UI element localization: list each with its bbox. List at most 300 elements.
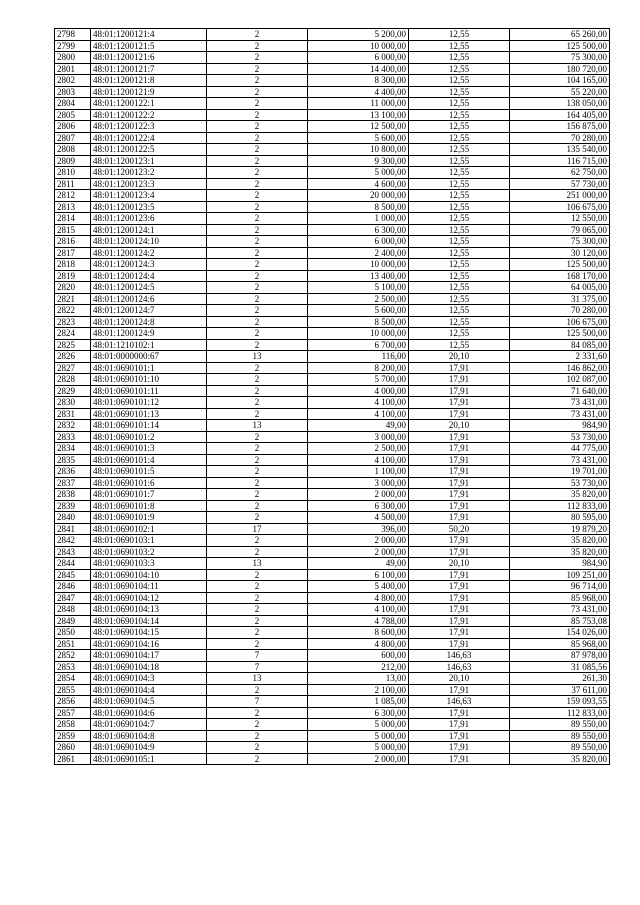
table-row — [55, 684, 610, 696]
rate-cell: 17,91 — [409, 546, 510, 558]
cadastral-number-cell: 48:01:1200121:8 — [91, 75, 207, 87]
total-value-cell: 984,90 — [510, 420, 610, 432]
cadastral-number-cell: 48:01:1200124:8 — [91, 316, 207, 328]
table-row — [55, 581, 610, 593]
area-cell: 6 300,00 — [308, 500, 409, 512]
cadastral-number-cell: 48:01:0690104:12 — [91, 592, 207, 604]
row-number-cell: 2857 — [55, 707, 91, 719]
category-code-cell: 2 — [207, 546, 308, 558]
cadastral-number-cell: 48:01:1200123:5 — [91, 201, 207, 213]
area-cell: 4 100,00 — [308, 408, 409, 420]
table-row — [55, 558, 610, 570]
category-code-cell: 2 — [207, 190, 308, 202]
table-row — [55, 374, 610, 386]
cadastral-number-cell: 48:01:0690104:5 — [91, 696, 207, 708]
category-code-cell: 2 — [207, 707, 308, 719]
cadastral-number-cell: 48:01:0690103:1 — [91, 535, 207, 547]
category-code-cell: 2 — [207, 604, 308, 616]
table-row — [55, 270, 610, 282]
area-cell: 6 100,00 — [308, 569, 409, 581]
table-row — [55, 178, 610, 190]
category-code-cell: 2 — [207, 132, 308, 144]
table-row — [55, 592, 610, 604]
table-row — [55, 29, 610, 41]
category-code-cell: 2 — [207, 63, 308, 75]
row-number-cell: 2838 — [55, 489, 91, 501]
row-number-cell: 2841 — [55, 523, 91, 535]
rate-cell: 12,55 — [409, 282, 510, 294]
row-number-cell: 2817 — [55, 247, 91, 259]
total-value-cell: 984,90 — [510, 558, 610, 570]
rate-cell: 146,63 — [409, 661, 510, 673]
area-cell: 6 000,00 — [308, 52, 409, 64]
area-cell: 8 500,00 — [308, 316, 409, 328]
category-code-cell: 2 — [207, 730, 308, 742]
table-row — [55, 443, 610, 455]
cadastral-number-cell: 48:01:0690101:14 — [91, 420, 207, 432]
table-row — [55, 328, 610, 340]
total-value-cell: 35 820,00 — [510, 489, 610, 501]
rate-cell: 12,55 — [409, 86, 510, 98]
row-number-cell: 2815 — [55, 224, 91, 236]
total-value-cell: 116 715,00 — [510, 155, 610, 167]
row-number-cell: 2847 — [55, 592, 91, 604]
rate-cell: 17,91 — [409, 397, 510, 409]
cadastral-number-cell: 48:01:0690101:3 — [91, 443, 207, 455]
total-value-cell: 106 675,00 — [510, 201, 610, 213]
table-row — [55, 420, 610, 432]
rate-cell: 17,91 — [409, 477, 510, 489]
area-cell: 3 000,00 — [308, 431, 409, 443]
row-number-cell: 2832 — [55, 420, 91, 432]
total-value-cell: 89 550,00 — [510, 730, 610, 742]
cadastral-number-cell: 48:01:1200124:4 — [91, 270, 207, 282]
total-value-cell: 112 833,00 — [510, 500, 610, 512]
row-number-cell: 2801 — [55, 63, 91, 75]
cadastral-number-cell: 48:01:1200121:5 — [91, 40, 207, 52]
cadastral-number-cell: 48:01:1200123:6 — [91, 213, 207, 225]
cadastral-number-cell: 48:01:0690104:14 — [91, 615, 207, 627]
rate-cell: 20,10 — [409, 351, 510, 363]
rate-cell: 17,91 — [409, 362, 510, 374]
total-value-cell: 73 431,00 — [510, 397, 610, 409]
row-number-cell: 2807 — [55, 132, 91, 144]
cadastral-number-cell: 48:01:0690101:1 — [91, 362, 207, 374]
cadastral-number-cell: 48:01:1200124:7 — [91, 305, 207, 317]
table-row — [55, 247, 610, 259]
rate-cell: 17,91 — [409, 684, 510, 696]
row-number-cell: 2824 — [55, 328, 91, 340]
rate-cell: 12,55 — [409, 52, 510, 64]
area-cell: 10 000,00 — [308, 328, 409, 340]
category-code-cell: 2 — [207, 638, 308, 650]
rate-cell: 17,91 — [409, 604, 510, 616]
total-value-cell: 180 720,00 — [510, 63, 610, 75]
category-code-cell: 2 — [207, 431, 308, 443]
category-code-cell: 2 — [207, 719, 308, 731]
rate-cell: 17,91 — [409, 489, 510, 501]
rate-cell: 17,91 — [409, 753, 510, 765]
area-cell: 2 100,00 — [308, 684, 409, 696]
table-row — [55, 466, 610, 478]
area-cell: 4 500,00 — [308, 512, 409, 524]
area-cell: 6 300,00 — [308, 224, 409, 236]
category-code-cell: 2 — [207, 75, 308, 87]
total-value-cell: 53 730,00 — [510, 477, 610, 489]
area-cell: 8 300,00 — [308, 75, 409, 87]
total-value-cell: 84 085,00 — [510, 339, 610, 351]
total-value-cell: 125 500,00 — [510, 259, 610, 271]
cadastral-number-cell: 48:01:1200121:9 — [91, 86, 207, 98]
row-number-cell: 2835 — [55, 454, 91, 466]
table-row — [55, 604, 610, 616]
table-row — [55, 627, 610, 639]
area-cell: 2 500,00 — [308, 293, 409, 305]
table-row — [55, 500, 610, 512]
table-row — [55, 63, 610, 75]
cadastral-number-cell: 48:01:1200124:3 — [91, 259, 207, 271]
rate-cell: 17,91 — [409, 408, 510, 420]
area-cell: 20 000,00 — [308, 190, 409, 202]
row-number-cell: 2816 — [55, 236, 91, 248]
rate-cell: 12,55 — [409, 109, 510, 121]
table-row — [55, 293, 610, 305]
rate-cell: 12,55 — [409, 316, 510, 328]
row-number-cell: 2813 — [55, 201, 91, 213]
category-code-cell: 2 — [207, 155, 308, 167]
rate-cell: 17,91 — [409, 569, 510, 581]
cadastral-number-cell: 48:01:1200123:4 — [91, 190, 207, 202]
area-cell: 4 000,00 — [308, 385, 409, 397]
rate-cell: 17,91 — [409, 443, 510, 455]
area-cell: 5 100,00 — [308, 282, 409, 294]
area-cell: 10 800,00 — [308, 144, 409, 156]
row-number-cell: 2803 — [55, 86, 91, 98]
category-code-cell: 7 — [207, 696, 308, 708]
category-code-cell: 2 — [207, 270, 308, 282]
cadastral-number-cell: 48:01:1200122:1 — [91, 98, 207, 110]
table-row — [55, 52, 610, 64]
total-value-cell: 65 260,00 — [510, 29, 610, 41]
row-number-cell: 2839 — [55, 500, 91, 512]
total-value-cell: 30 120,00 — [510, 247, 610, 259]
cadastral-number-cell: 48:01:0690101:5 — [91, 466, 207, 478]
rate-cell: 12,55 — [409, 63, 510, 75]
rate-cell: 17,91 — [409, 581, 510, 593]
rate-cell: 12,55 — [409, 190, 510, 202]
cadastral-number-cell: 48:01:1200121:7 — [91, 63, 207, 75]
row-number-cell: 2822 — [55, 305, 91, 317]
category-code-cell: 2 — [207, 167, 308, 179]
category-code-cell: 2 — [207, 454, 308, 466]
cadastral-number-cell: 48:01:0690104:8 — [91, 730, 207, 742]
row-number-cell: 2799 — [55, 40, 91, 52]
area-cell: 5 700,00 — [308, 374, 409, 386]
category-code-cell: 2 — [207, 512, 308, 524]
category-code-cell: 2 — [207, 489, 308, 501]
area-cell: 8 600,00 — [308, 627, 409, 639]
total-value-cell: 19 879,20 — [510, 523, 610, 535]
category-code-cell: 2 — [207, 282, 308, 294]
total-value-cell: 12 550,00 — [510, 213, 610, 225]
category-code-cell: 7 — [207, 661, 308, 673]
area-cell: 4 100,00 — [308, 454, 409, 466]
rate-cell: 20,10 — [409, 420, 510, 432]
rate-cell: 12,55 — [409, 132, 510, 144]
cadastral-number-cell: 48:01:0690104:13 — [91, 604, 207, 616]
row-number-cell: 2846 — [55, 581, 91, 593]
category-code-cell: 2 — [207, 144, 308, 156]
total-value-cell: 37 611,00 — [510, 684, 610, 696]
cadastral-number-cell: 48:01:1200122:5 — [91, 144, 207, 156]
cadastral-number-cell: 48:01:0690104:10 — [91, 569, 207, 581]
total-value-cell: 44 775,00 — [510, 443, 610, 455]
row-number-cell: 2800 — [55, 52, 91, 64]
table-row — [55, 351, 610, 363]
category-code-cell: 2 — [207, 500, 308, 512]
area-cell: 1 100,00 — [308, 466, 409, 478]
cadastral-number-cell: 48:01:0690104:17 — [91, 650, 207, 662]
rate-cell: 20,10 — [409, 673, 510, 685]
category-code-cell: 2 — [207, 753, 308, 765]
cadastral-number-cell: 48:01:1210102:1 — [91, 339, 207, 351]
table-row — [55, 167, 610, 179]
total-value-cell: 57 730,00 — [510, 178, 610, 190]
row-number-cell: 2833 — [55, 431, 91, 443]
total-value-cell: 104 165,00 — [510, 75, 610, 87]
category-code-cell: 2 — [207, 224, 308, 236]
row-number-cell: 2850 — [55, 627, 91, 639]
rate-cell: 17,91 — [409, 512, 510, 524]
row-number-cell: 2853 — [55, 661, 91, 673]
row-number-cell: 2848 — [55, 604, 91, 616]
area-cell: 9 300,00 — [308, 155, 409, 167]
table-row — [55, 615, 610, 627]
rate-cell: 17,91 — [409, 730, 510, 742]
total-value-cell: 125 500,00 — [510, 40, 610, 52]
table-row — [55, 224, 610, 236]
total-value-cell: 102 087,00 — [510, 374, 610, 386]
category-code-cell: 2 — [207, 247, 308, 259]
row-number-cell: 2834 — [55, 443, 91, 455]
table-row — [55, 523, 610, 535]
cadastral-number-cell: 48:01:0690101:2 — [91, 431, 207, 443]
area-cell: 5 000,00 — [308, 719, 409, 731]
cadastral-number-cell: 48:01:1200122:4 — [91, 132, 207, 144]
category-code-cell: 2 — [207, 742, 308, 754]
row-number-cell: 2804 — [55, 98, 91, 110]
total-value-cell: 85 753,08 — [510, 615, 610, 627]
area-cell: 13,00 — [308, 673, 409, 685]
table-row — [55, 408, 610, 420]
table-row — [55, 339, 610, 351]
row-number-cell: 2802 — [55, 75, 91, 87]
area-cell: 49,00 — [308, 558, 409, 570]
cadastral-number-cell: 48:01:1200124:5 — [91, 282, 207, 294]
rate-cell: 12,55 — [409, 144, 510, 156]
total-value-cell: 159 093,55 — [510, 696, 610, 708]
area-cell: 5 000,00 — [308, 730, 409, 742]
category-code-cell: 2 — [207, 362, 308, 374]
row-number-cell: 2827 — [55, 362, 91, 374]
rate-cell: 17,91 — [409, 742, 510, 754]
table-row — [55, 213, 610, 225]
row-number-cell: 2843 — [55, 546, 91, 558]
rate-cell: 146,63 — [409, 696, 510, 708]
row-number-cell: 2858 — [55, 719, 91, 731]
cadastral-number-cell: 48:01:1200124:10 — [91, 236, 207, 248]
category-code-cell: 13 — [207, 673, 308, 685]
category-code-cell: 13 — [207, 351, 308, 363]
row-number-cell: 2852 — [55, 650, 91, 662]
rate-cell: 12,55 — [409, 339, 510, 351]
category-code-cell: 2 — [207, 408, 308, 420]
area-cell: 6 000,00 — [308, 236, 409, 248]
category-code-cell: 13 — [207, 558, 308, 570]
cadastral-number-cell: 48:01:0690104:6 — [91, 707, 207, 719]
row-number-cell: 2812 — [55, 190, 91, 202]
cadastral-number-cell: 48:01:0690101:13 — [91, 408, 207, 420]
cadastral-number-cell: 48:01:0690103:2 — [91, 546, 207, 558]
total-value-cell: 251 000,00 — [510, 190, 610, 202]
area-cell: 8 500,00 — [308, 201, 409, 213]
total-value-cell: 138 050,00 — [510, 98, 610, 110]
cadastral-number-cell: 48:01:0690101:6 — [91, 477, 207, 489]
total-value-cell: 62 750,00 — [510, 167, 610, 179]
row-number-cell: 2830 — [55, 397, 91, 409]
cadastral-number-cell: 48:01:0690104:4 — [91, 684, 207, 696]
table-row — [55, 512, 610, 524]
row-number-cell: 2842 — [55, 535, 91, 547]
row-number-cell: 2831 — [55, 408, 91, 420]
table-row — [55, 546, 610, 558]
rate-cell: 12,55 — [409, 201, 510, 213]
table-row — [55, 650, 610, 662]
total-value-cell: 70 280,00 — [510, 305, 610, 317]
area-cell: 3 000,00 — [308, 477, 409, 489]
cadastral-number-cell: 48:01:0690104:3 — [91, 673, 207, 685]
rate-cell: 12,55 — [409, 293, 510, 305]
area-cell: 5 200,00 — [308, 29, 409, 41]
rate-cell: 17,91 — [409, 719, 510, 731]
area-cell: 5 400,00 — [308, 581, 409, 593]
rate-cell: 12,55 — [409, 236, 510, 248]
area-cell: 4 400,00 — [308, 86, 409, 98]
area-cell: 5 000,00 — [308, 742, 409, 754]
rate-cell: 17,91 — [409, 615, 510, 627]
rate-cell: 17,91 — [409, 454, 510, 466]
total-value-cell: 85 968,00 — [510, 592, 610, 604]
row-number-cell: 2823 — [55, 316, 91, 328]
area-cell: 10 000,00 — [308, 40, 409, 52]
category-code-cell: 2 — [207, 581, 308, 593]
table-row — [55, 109, 610, 121]
row-number-cell: 2861 — [55, 753, 91, 765]
table-row — [55, 397, 610, 409]
table-row — [55, 696, 610, 708]
total-value-cell: 125 500,00 — [510, 328, 610, 340]
total-value-cell: 80 595,00 — [510, 512, 610, 524]
row-number-cell: 2805 — [55, 109, 91, 121]
table-row — [55, 719, 610, 731]
table-row — [55, 316, 610, 328]
category-code-cell: 2 — [207, 293, 308, 305]
area-cell: 11 000,00 — [308, 98, 409, 110]
total-value-cell: 109 251,00 — [510, 569, 610, 581]
rate-cell: 17,91 — [409, 374, 510, 386]
rate-cell: 12,55 — [409, 167, 510, 179]
row-number-cell: 2856 — [55, 696, 91, 708]
row-number-cell: 2798 — [55, 29, 91, 41]
category-code-cell: 2 — [207, 109, 308, 121]
area-cell: 116,00 — [308, 351, 409, 363]
cadastral-number-cell: 48:01:1200124:1 — [91, 224, 207, 236]
category-code-cell: 2 — [207, 397, 308, 409]
area-cell: 2 000,00 — [308, 489, 409, 501]
cadastral-number-cell: 48:01:1200123:1 — [91, 155, 207, 167]
area-cell: 6 300,00 — [308, 707, 409, 719]
area-cell: 4 800,00 — [308, 638, 409, 650]
total-value-cell: 112 833,00 — [510, 707, 610, 719]
category-code-cell: 2 — [207, 40, 308, 52]
row-number-cell: 2809 — [55, 155, 91, 167]
category-code-cell: 2 — [207, 592, 308, 604]
cadastral-number-cell: 48:01:0690104:18 — [91, 661, 207, 673]
total-value-cell: 85 968,00 — [510, 638, 610, 650]
table-body — [55, 29, 610, 765]
cadastral-number-cell: 48:01:1200121:6 — [91, 52, 207, 64]
category-code-cell: 2 — [207, 477, 308, 489]
rate-cell: 12,55 — [409, 305, 510, 317]
row-number-cell: 2844 — [55, 558, 91, 570]
total-value-cell: 154 026,00 — [510, 627, 610, 639]
cadastral-number-cell: 48:01:0690101:12 — [91, 397, 207, 409]
table-row — [55, 489, 610, 501]
table-row — [55, 75, 610, 87]
total-value-cell: 96 714,00 — [510, 581, 610, 593]
cadastral-number-cell: 48:01:0690101:9 — [91, 512, 207, 524]
rate-cell: 12,55 — [409, 247, 510, 259]
total-value-cell: 79 065,00 — [510, 224, 610, 236]
category-code-cell: 2 — [207, 627, 308, 639]
rate-cell: 17,91 — [409, 431, 510, 443]
cadastral-number-cell: 48:01:0690104:7 — [91, 719, 207, 731]
rate-cell: 50,20 — [409, 523, 510, 535]
total-value-cell: 168 170,00 — [510, 270, 610, 282]
category-code-cell: 2 — [207, 213, 308, 225]
row-number-cell: 2826 — [55, 351, 91, 363]
area-cell: 6 700,00 — [308, 339, 409, 351]
cadastral-number-cell: 48:01:0690101:10 — [91, 374, 207, 386]
rate-cell: 17,91 — [409, 466, 510, 478]
total-value-cell: 55 220,00 — [510, 86, 610, 98]
rate-cell: 12,55 — [409, 98, 510, 110]
table-row — [55, 535, 610, 547]
category-code-cell: 2 — [207, 569, 308, 581]
total-value-cell: 19 701,00 — [510, 466, 610, 478]
total-value-cell: 261,30 — [510, 673, 610, 685]
area-cell: 1 000,00 — [308, 213, 409, 225]
row-number-cell: 2855 — [55, 684, 91, 696]
cadastral-number-cell: 48:01:0690101:11 — [91, 385, 207, 397]
total-value-cell: 164 405,00 — [510, 109, 610, 121]
rate-cell: 12,55 — [409, 29, 510, 41]
rate-cell: 12,55 — [409, 270, 510, 282]
category-code-cell: 2 — [207, 374, 308, 386]
category-code-cell: 2 — [207, 201, 308, 213]
area-cell: 4 100,00 — [308, 397, 409, 409]
area-cell: 5 600,00 — [308, 132, 409, 144]
